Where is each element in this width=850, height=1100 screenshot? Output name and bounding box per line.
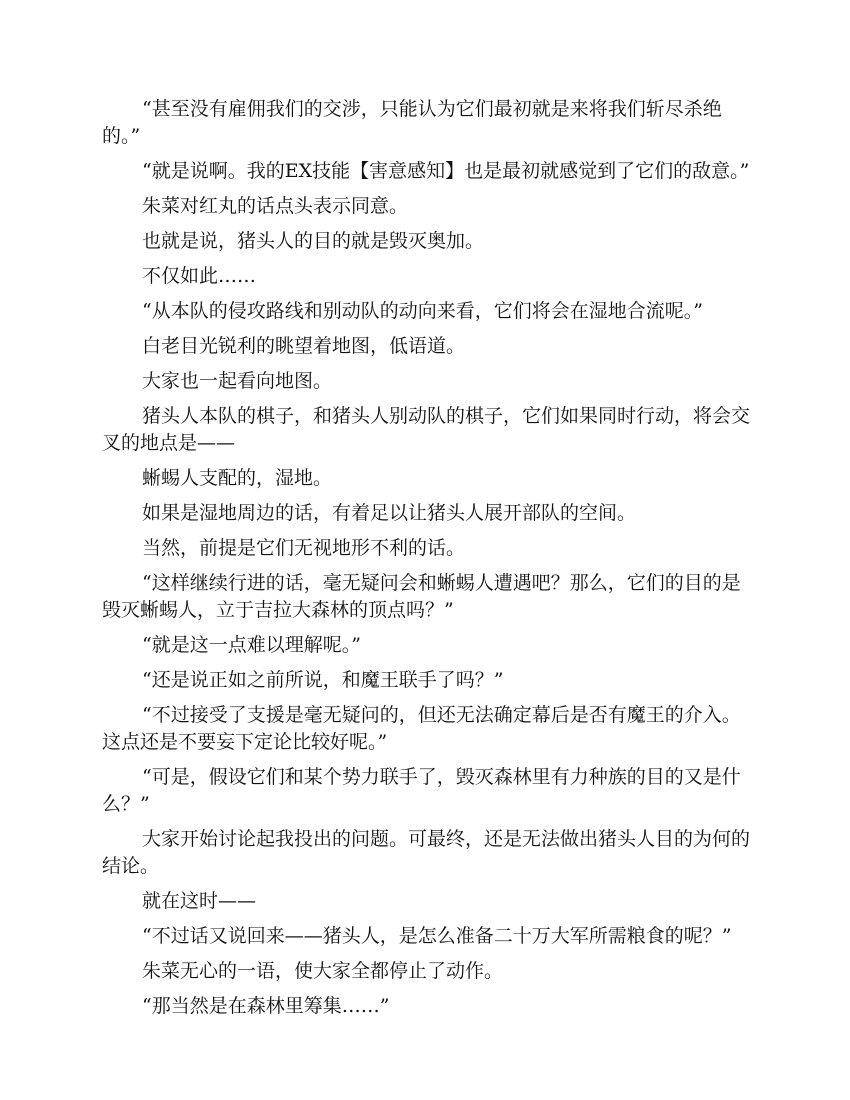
paragraph: 白老目光锐利的眺望着地图，低语道。: [142, 335, 466, 357]
paragraph: “甚至没有雇佣我们的交涉，只能认为它们最初就是来将我们斩尽杀绝的。”: [102, 98, 722, 147]
paragraph: 就在这时——: [142, 890, 257, 912]
paragraph: 不仅如此……: [142, 265, 257, 287]
paragraph: “不过接受了支援是毫无疑问的，但还无法确定幕后是否有魔王的介入。这点还是不要妄下定论比较好呢。”: [102, 704, 741, 753]
paragraph: 朱菜对红丸的话点头表示同意。: [142, 195, 409, 217]
paragraph: “可是，假设它们和某个势力联手了，毁灭森林里有力种族的目的又是什么？”: [102, 766, 741, 815]
paragraph: “那当然是在森林里筹集……”: [142, 995, 390, 1017]
paragraph: “不过话又说回来——猪头人，是怎么准备二十万大军所需粮食的呢？”: [142, 925, 732, 947]
paragraph: “这样继续行进的话，毫无疑问会和蜥蜴人遭遇吧？那么，它们的目的是毁灭蜥蜴人，立于吉拉大森林的顶点吗？”: [102, 572, 741, 621]
paragraph: 大家开始讨论起我投出的问题。可最终，还是无法做出猪头人目的为何的结论。: [102, 828, 751, 877]
paragraph: 当然，前提是它们无视地形不利的话。: [142, 537, 466, 559]
paragraph: 蜥蜴人支配的，湿地。: [142, 467, 333, 489]
paragraph: “就是说啊。我的EX技能【害意感知】也是最初就感觉到了它们的敌意。”: [142, 160, 750, 182]
paragraph: 朱菜无心的一语，使大家全都停止了动作。: [142, 960, 504, 982]
document-page: [102, 96, 752, 1028]
paragraph: “还是说正如之前所说，和魔王联手了吗？”: [142, 669, 504, 691]
paragraph: 也就是说，猪头人的目的就是毁灭奥加。: [142, 230, 485, 252]
paragraph: 如果是湿地周边的话，有着足以让猪头人展开部队的空间。: [142, 502, 637, 524]
paragraph: “从本队的侵攻路线和别动队的动向来看，它们将会在湿地合流呢。”: [142, 300, 703, 322]
paragraph: “就是这一点难以理解呢。”: [142, 634, 361, 656]
paragraph: 大家也一起看向地图。: [142, 370, 333, 392]
paragraph: 猪头人本队的棋子，和猪头人别动队的棋子，它们如果同时行动，将会交叉的地点是——: [102, 405, 751, 454]
